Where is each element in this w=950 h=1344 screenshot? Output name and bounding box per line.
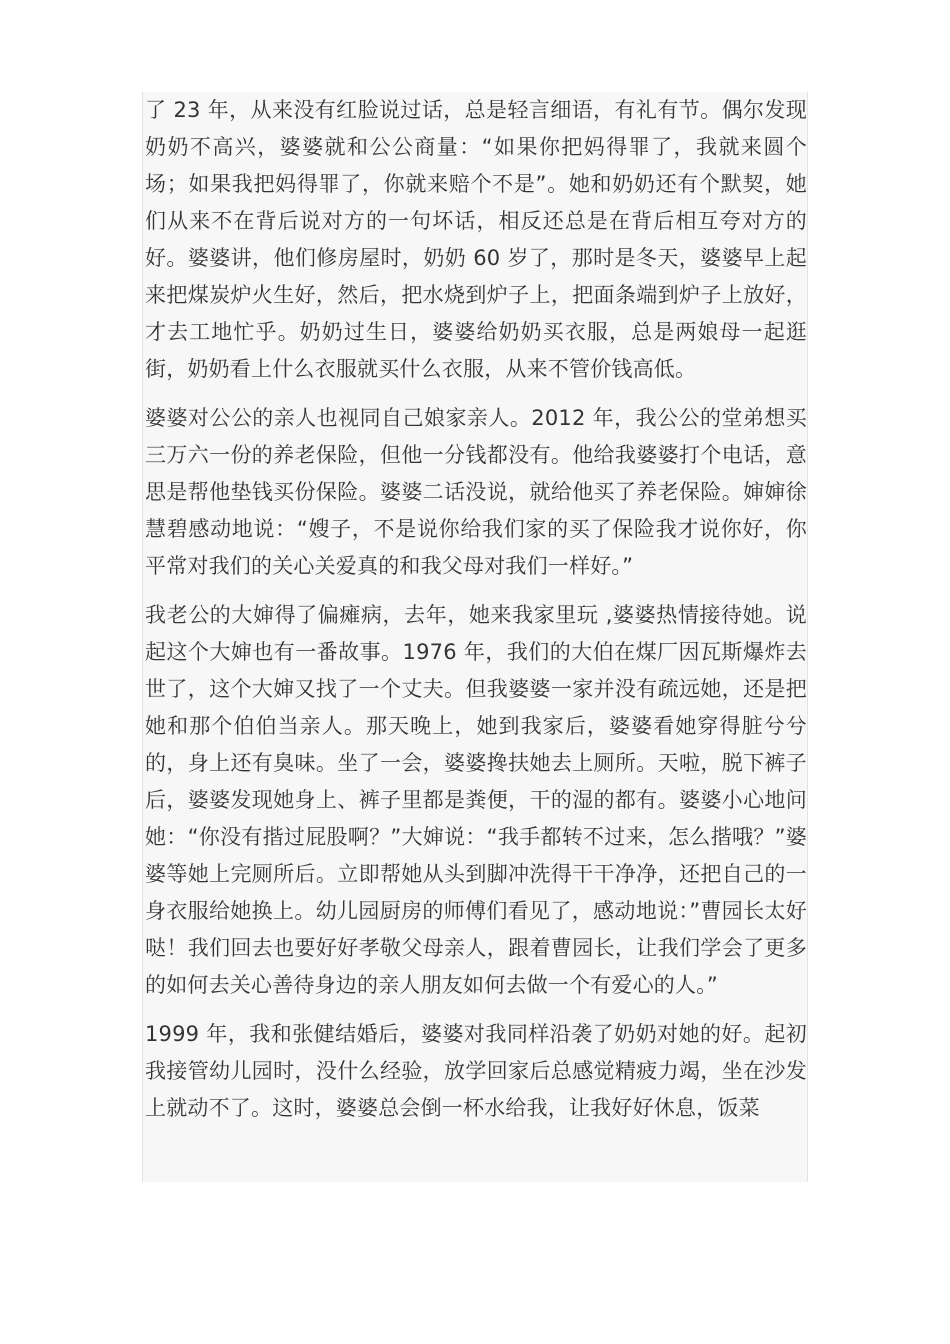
paragraph-1: 了 23 年，从来没有红脸说过话，总是轻言细语，有礼有节。偶尔发现奶奶不高兴，婆婆就和公公商量：“如果你把妈得罪了，我就来圆个场；如果我把妈得罪了，你就来赔个不是”。她和奶奶还有个默契，她们从来不在背后说对方的一句坏话，相反还总是在背后相互夸对方的好。婆婆讲，他们修房屋时，奶奶 60 岁了，那时是冬天，婆婆早上起来把煤炭炉火生好，然后，把水烧到炉子上，把面条端到炉子上放好，才去工地忙乎。奶奶过生日，婆婆给奶奶买衣服，总是两娘母一起逛街，奶奶看上什么衣服就买什么衣服，从来不管价钱高低。 <box>145 98 807 381</box>
paragraph-2: 婆婆对公公的亲人也视同自己娘家亲人。2012 年，我公公的堂弟想买三万六一份的养老保险，但他一分钱都没有。他给我婆婆打个电话，意思是帮他垫钱买份保险。婆婆二话没说，就给他买了养老保险。婶婶徐慧碧感动地说：“嫂子，不是说你给我们家的买了保险我才说你好，你平常对我们的关心关爱真的和我父母对我们一样好。” <box>145 406 807 578</box>
document-page <box>142 92 808 1182</box>
paragraph-3: 我老公的大婶得了偏瘫病，去年，她来我家里玩 ,婆婆热情接待她。说起这个大婶也有一番故事。1976 年，我们的大伯在煤厂因瓦斯爆炸去世了，这个大婶又找了一个丈夫。但我婆婆一家并没有疏远她，还是把她和那个伯伯当亲人。那天晚上，她到我家后，婆婆看她穿得脏兮兮的，身上还有臭味。坐了一会，婆婆搀扶她去上厕所。天啦，脱下裤子后，婆婆发现她身上、裤子里都是粪便，干的湿的都有。婆婆小心地问她：“你没有揩过屁股啊？”大婶说：“我手都转不过来，怎么揩哦？”婆婆等她上完厕所后。立即帮她从头到脚冲洗得干干净净，还把自己的一身衣服给她换上。幼儿园厨房的师傅们看见了，感动地说：”曹园长太好哒！我们回去也要好好孝敬父母亲人，跟着曹园长，让我们学会了更多的如何去关心善待身边的亲人朋友如何去做一个有爱心的人。” <box>145 603 807 997</box>
paragraph-4: 1999 年，我和张健结婚后，婆婆对我同样沿袭了奶奶对她的好。起初我接管幼儿园时，没什么经验，放学回家后总感觉精疲力竭，坐在沙发上就动不了。这时，婆婆总会倒一杯水给我，让我好好休息，饭菜 <box>145 1022 807 1120</box>
article-body <box>143 92 807 1127</box>
